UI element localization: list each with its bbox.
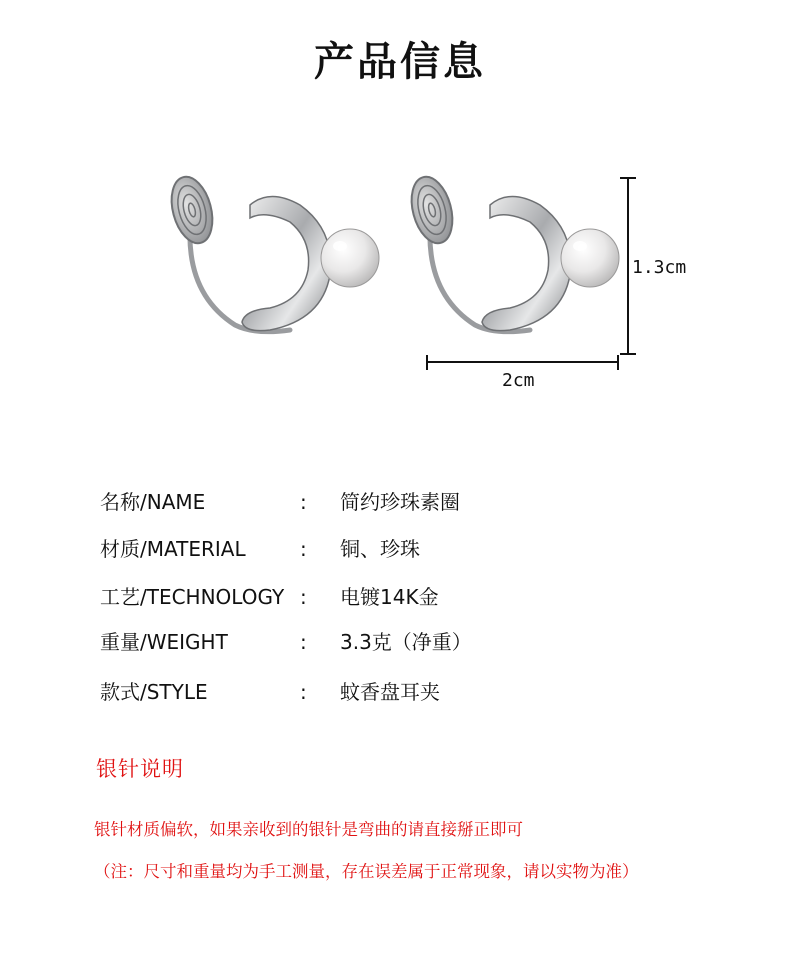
spec-label: 工艺/TECHNOLOGY <box>100 585 285 609</box>
spec-label: 材质/MATERIAL <box>100 537 246 561</box>
spec-value: 电镀14K金 <box>340 585 439 609</box>
width-label: 2cm <box>502 370 535 391</box>
spec-value: 简约珍珠素圈 <box>340 490 460 514</box>
spec-label: 重量/WEIGHT <box>100 630 228 654</box>
earring-right <box>405 172 619 331</box>
spec-colon: : <box>300 585 307 609</box>
earring-left <box>165 172 379 331</box>
width-dimension <box>427 355 618 370</box>
spec-label: 名称/NAME <box>100 490 206 514</box>
spec-value: 3.3克（净重） <box>340 630 472 654</box>
product-image <box>150 160 710 400</box>
notes-line-1: 银针材质偏软，如果亲收到的银针是弯曲的请直接掰正即可 <box>94 820 523 839</box>
height-label: 1.3cm <box>632 257 687 278</box>
spec-colon: : <box>300 537 307 561</box>
spec-colon: : <box>300 490 307 514</box>
spec-colon: : <box>300 680 307 704</box>
notes-heading: 银针说明 <box>96 757 184 781</box>
page-title: 产品信息 <box>314 39 486 85</box>
notes-line-2: （注：尺寸和重量均为手工测量，存在误差属于正常现象，请以实物为准） <box>94 862 639 881</box>
spec-value: 铜、珍珠 <box>340 537 420 561</box>
spec-label: 款式/STYLE <box>100 680 208 704</box>
spec-colon: : <box>300 630 307 654</box>
spec-value: 蚊香盘耳夹 <box>340 680 440 704</box>
